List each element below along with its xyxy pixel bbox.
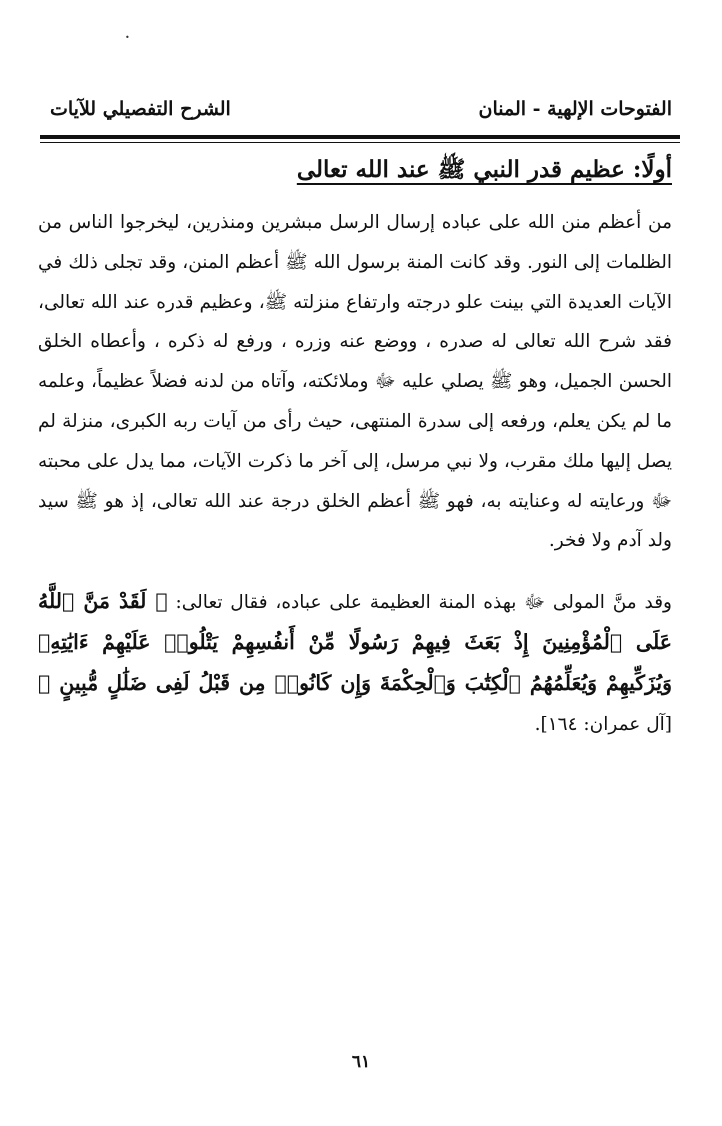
header-rule-thick [40,135,680,139]
body-paragraph-2 [38,582,672,744]
section-title: الشرح التفصيلي للآيات [50,98,231,120]
verse-citation: [آل عمران: ١٦٤]. [534,713,672,735]
page-number: ٦١ [351,1052,371,1072]
body-paragraph-1: من أعظم منن الله على عباده إرسال الرسل مبشرين ومنذرين، ليخرجوا الناس من الظلمات إلى النور. وقد كانت المنة برسول الله ﷺ أعظم المنن، وقد تجلى ذلك في الآيات العديدة التي بينت علو درجته وارتفاع منزلته ﷺ، وعظيم قدره عند الله تعالى، فقد شرح الله تعالى له صدره ، ووضع عنه وزره ، ورفع له ذكره ، وأعطاه الخلق الحسن الجميل، وهو ﷺ يصلي عليه ﷻ وملائكته، وآتاه من لدنه فضلاً عظيماً، وعلمه ما لم يكن يعلم، ورفعه إلى سدرة المنتهى، حيث رأى من آيات ربه الكبرى، منزلة لم يصل إليها ملك مقرب، ولا نبي مرسل، إلى آخر ما ذكرت الآيات، مما يدل على محبته ﷻ ورعايته له وعنايته به، فهو ﷺ أعظم الخلق درجة عند الله تعالى، إذ هو ﷺ سيد ولد آدم ولا فخر. [38,212,672,552]
section-heading-text: أولًا: عظيم قدر النبي ﷺ عند الله تعالى [296,156,672,183]
book-title: الفتوحات الإلهية - المنان [478,98,672,120]
running-header [50,86,672,120]
paragraph-2-intro: وقد منَّ المولى ﷻ بهذه المنة العظيمة على عباده، فقال تعالى: [167,592,672,614]
header-rule-thin [40,142,680,143]
section-heading [38,155,672,189]
scan-speck: • [125,33,130,42]
quran-verse: ﴿ لَقَدْ مَنَّ ٱللَّهُ عَلَى ٱلْمُؤْمِنِينَ إِذْ بَعَثَ فِيهِمْ رَسُولًا مِّنْ أَنفُسِهِمْ يَتْلُوا۟ عَلَيْهِمْ ءَايَٰتِهِۦ وَيُزَكِّيهِمْ وَيُعَلِّمُهُمُ ٱلْكِتَٰبَ وَٱلْحِكْمَةَ وَإِن كَانُوا۟ مِن قَبْلُ لَفِى ضَلَٰلٍ مُّبِينٍ ﴾ [38,589,672,695]
page-body [38,155,672,744]
